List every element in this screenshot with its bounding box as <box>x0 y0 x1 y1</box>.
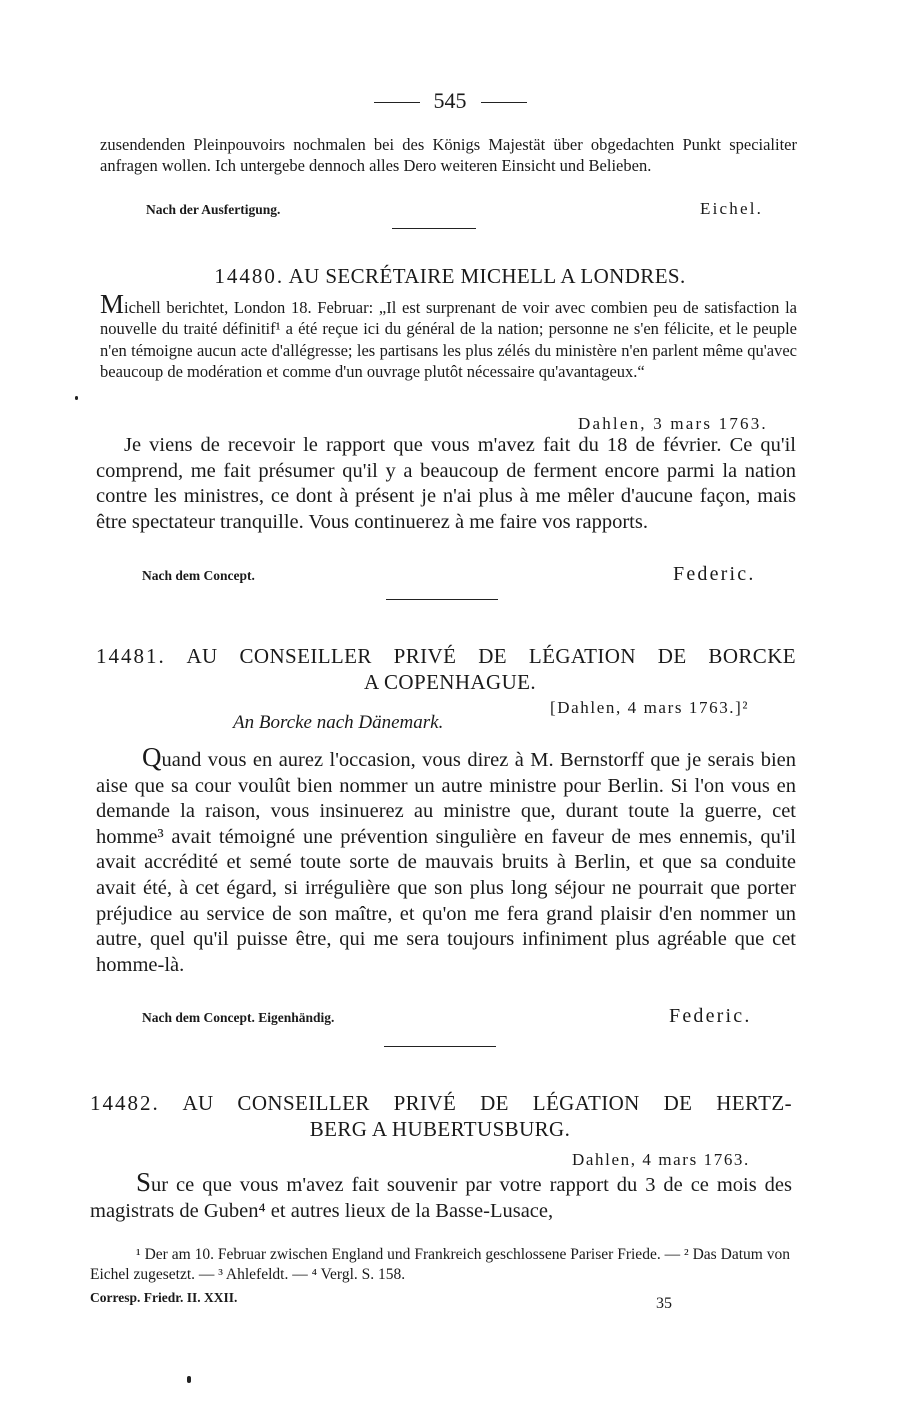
letter-14480-summary-text: ichell berichtet, London 18. Februar: „Il est surprenant de voir avec combien peu de satisfaction la nouvelle du traité définitif¹ a été reçue ici du général de la nation; personne ne s'en félicite, et le peuple n'en témoigne aucun acte d'allégresse; les partisans les plus zélés du ministère n'en parlent même qu'avec beaucoup de modération et comme d'un ouvrage plutôt nécessaire qu'avantageux.“ <box>100 298 797 381</box>
letter-14481-body-text: uand vous en aurez l'occasion, vous direz à M. Bernstorff que je serais bien aise que sa cour voulût bien nommer un autre ministre pour Berlin. Si l'on vous en demande la raison, vous insinuerez au ministre que, durant toute la guerre, cet homme³ avait témoigné une prévention singulière en faveur de mes ennemis, qu'il avait accrédité et semé toute sorte de mauvais bruits à Berlin, et que sa conduite avait été, à cet égard, si irrégulière que son plus long séjour ne pourrait que porter préjudice au service de son maître, et qu'on me fera grand plaisir d'en nommer un autre, quel qu'il puisse être, qui me sera toujours infiniment plus agréable que cet homme-là. <box>96 749 796 976</box>
letter-14482-title-line1: AU CONSEILLER PRIVÉ DE LÉGATION DE HERTZ- <box>182 1091 792 1115</box>
letter-14481-dateline: [Dahlen, 4 mars 1763.]² <box>550 698 750 717</box>
letter-14480-dateline: Dahlen, 3 mars 1763. <box>578 414 768 433</box>
page-number-dash-left <box>374 102 420 103</box>
intro-source-note: Nach der Ausfertigung. <box>146 202 281 217</box>
footer-series-title: Corresp. Friedr. II. XXII. <box>90 1290 238 1305</box>
print-speck <box>187 1376 191 1383</box>
page-number-dash-right <box>481 102 527 103</box>
footnotes: ¹ Der am 10. Februar zwischen England und Frankreich geschlossene Pariser Friede. — ² Das Datum von Eichel zugesetzt. — ³ Ahlefeldt. — ⁴ Vergl. S. 158. <box>90 1246 790 1283</box>
letter-14480-summary-initial: M <box>100 289 125 319</box>
print-speck <box>75 396 78 400</box>
intro-paragraph: zusendenden Pleinpouvoirs nochmalen bei des Königs Majestät über obgedachten Punkt specialiter anfragen wollen. Ich untergebe dennoch alles Dero weiteren Einsicht und Belieben. <box>100 135 797 175</box>
page-number-line <box>0 88 900 114</box>
letter-14481-body <box>96 742 796 978</box>
letter-14481-source-note: Nach dem Concept. Eigenhändig. <box>142 1010 335 1025</box>
section-divider <box>384 1046 496 1047</box>
letter-14480-signature: Federic. <box>673 563 756 585</box>
letter-14482-body-initial: S <box>136 1167 152 1197</box>
section-divider <box>386 599 498 600</box>
letter-14480-number: 14480. <box>214 264 285 288</box>
letter-14482-body-text: ur ce que vous m'avez fait souvenir par votre rapport du 3 de ce mois des magistrats de Guben⁴ et autres lieux de la Basse-Lusace, <box>90 1174 792 1222</box>
letter-14480-source-note: Nach dem Concept. <box>142 568 255 583</box>
letter-14482-dateline: Dahlen, 4 mars 1763. <box>572 1150 750 1169</box>
letter-14480-body: Je viens de recevoir le rapport que vous m'avez fait du 18 de février. Ce qu'il comprend, me fait présumer qu'il y a beaucoup de ferment encore parmi la nation contre les ministres, ce dont à présent je n'ai plus à me mêler d'aucune façon, mais être spectateur tranquille. Vous continuerez à me faire vos rapports. <box>96 434 796 533</box>
letter-14481-body-initial: Q <box>142 742 162 772</box>
letter-14482-title-line2: BERG A HUBERTUSBURG. <box>309 1117 571 1141</box>
letter-14481-title-line1: AU CONSEILLER PRIVÉ DE LÉGATION DE BORCKE <box>186 644 796 668</box>
letter-14480-title: AU SECRÉTAIRE MICHELL A LONDRES. <box>288 264 686 288</box>
letter-14480-heading <box>0 263 900 289</box>
letter-14480-summary <box>100 289 797 382</box>
section-divider <box>392 228 476 229</box>
page-number: 545 <box>433 88 467 113</box>
footer-signature-number: 35 <box>656 1295 672 1312</box>
letter-14481-heading-line1 <box>96 643 796 669</box>
letter-14482-body <box>90 1167 792 1224</box>
intro-signature: Eichel. <box>700 199 764 218</box>
letter-14481-signature: Federic. <box>669 1005 752 1027</box>
letter-14481-number: 14481. <box>96 644 166 668</box>
letter-14482-number: 14482. <box>90 1091 160 1115</box>
letter-14482-heading-line1 <box>90 1090 792 1116</box>
letter-14481-title-line2: A COPENHAGUE. <box>363 670 537 694</box>
letter-14481-subtitle: An Borcke nach Dänemark. <box>233 712 444 733</box>
